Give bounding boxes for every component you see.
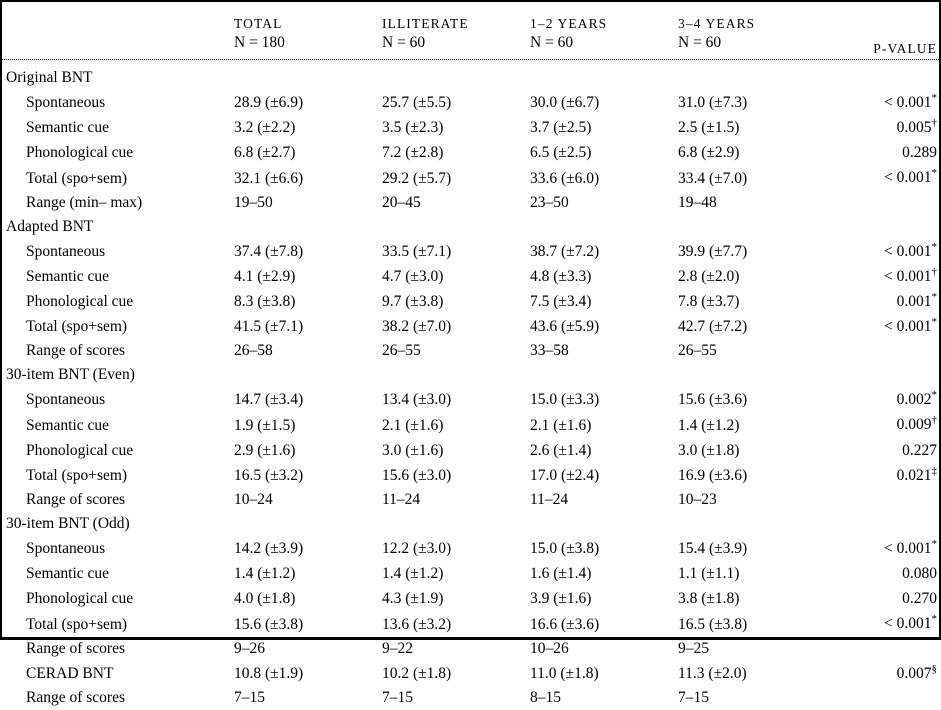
cell-y34: 3.0 (±1.8) — [678, 441, 740, 459]
cell-total: 6.8 (±2.7) — [234, 144, 296, 162]
table-row — [2, 536, 941, 561]
cell-y12: 3.9 (±1.6) — [530, 590, 592, 608]
row-label: Total (spo+sem) — [26, 466, 128, 484]
cell-illiterate — [382, 512, 530, 536]
cell-total: 41.5 (±7.1) — [234, 318, 304, 336]
row-label: Phonological cue — [26, 590, 134, 608]
cell-p-value — [826, 438, 941, 463]
cell-y34: 9–25 — [678, 639, 709, 657]
cell-illiterate: 11–24 — [382, 490, 421, 508]
row-label: Range of scores — [26, 688, 125, 706]
cell-y34: 16.9 (±3.6) — [678, 466, 748, 484]
cell-y12: 30.0 (±6.7) — [530, 94, 600, 112]
cell-y34: 42.7 (±7.2) — [678, 318, 748, 336]
table-row — [2, 586, 941, 611]
row-label: Spontaneous — [26, 94, 106, 112]
cell-y12: 7.5 (±3.4) — [530, 293, 592, 311]
cell-y12: 3.7 (±2.5) — [530, 119, 592, 137]
cell-total: 10–24 — [234, 490, 273, 508]
row-label: 30-item BNT (Even) — [6, 366, 135, 384]
row-label: Semantic cue — [26, 119, 110, 137]
cell-y34: 19–48 — [678, 193, 717, 211]
cell-illiterate: 38.2 (±7.0) — [382, 318, 452, 336]
p-value-footnote-marker: * — [931, 240, 937, 253]
table-row — [2, 239, 941, 264]
cell-total: 3.2 (±2.2) — [234, 119, 296, 137]
p-value-text: < 0.001 — [884, 615, 932, 633]
p-value-text: < 0.001 — [884, 169, 932, 187]
p-value-text: < 0.001 — [884, 267, 932, 285]
p-value-footnote-marker: † — [931, 265, 937, 278]
cell-total: 4.0 (±1.8) — [234, 590, 296, 608]
cell-y12: 43.6 (±5.9) — [530, 318, 600, 336]
cell-y12: 2.6 (±1.4) — [530, 441, 592, 459]
cell-y12: 6.5 (±2.5) — [530, 144, 592, 162]
cell-y12: 8–15 — [530, 688, 561, 706]
p-value-text: 0.289 — [902, 144, 937, 162]
row-label: Original BNT — [6, 69, 93, 86]
table-row — [2, 463, 941, 488]
table-row — [2, 686, 941, 710]
cell-illiterate: 13.4 (±3.0) — [382, 391, 452, 409]
cell-p-value — [826, 561, 941, 586]
cell-p-value — [826, 66, 941, 90]
cell-p-value — [826, 463, 941, 488]
cell-illiterate: 1.4 (±1.2) — [382, 565, 444, 583]
cell-y34: 7–15 — [678, 688, 709, 706]
cell-y12: 11.0 (±1.8) — [530, 664, 599, 682]
cell-illiterate: 25.7 (±5.5) — [382, 94, 452, 112]
row-label: Total (spo+sem) — [26, 169, 128, 187]
column-subheader-1-2-years-n: N = 60 — [530, 34, 574, 51]
cell-p-value — [826, 512, 941, 536]
cell-y34: 15.6 (±3.6) — [678, 391, 748, 409]
cell-p-value — [826, 115, 941, 140]
p-value-footnote-marker: * — [931, 290, 937, 303]
table-body — [2, 59, 941, 710]
cell-p-value — [826, 90, 941, 115]
cell-p-value — [826, 637, 941, 661]
row-label: Spontaneous — [26, 391, 106, 409]
bottom-rule — [2, 637, 939, 638]
cell-illiterate — [382, 363, 530, 387]
cell-y12: 33.6 (±6.0) — [530, 169, 600, 187]
row-label: Range of scores — [26, 490, 125, 508]
cell-y12: 15.0 (±3.3) — [530, 391, 600, 409]
cell-p-value — [826, 314, 941, 339]
table-row — [2, 412, 941, 437]
cell-y12: 2.1 (±1.6) — [530, 416, 592, 434]
cell-y34: 3.8 (±1.8) — [678, 590, 740, 608]
cell-y12 — [530, 66, 678, 90]
cell-p-value — [826, 611, 941, 636]
cell-y12: 38.7 (±7.2) — [530, 242, 600, 260]
cell-total: 7–15 — [234, 688, 265, 706]
cell-illiterate: 4.3 (±1.9) — [382, 590, 444, 608]
cell-total: 1.9 (±1.5) — [234, 416, 296, 434]
cell-total: 8.3 (±3.8) — [234, 293, 296, 311]
table-row — [2, 90, 941, 115]
cell-y34: 2.8 (±2.0) — [678, 267, 740, 285]
p-value-footnote-marker: * — [931, 613, 937, 626]
cell-y34: 11.3 (±2.0) — [678, 664, 747, 682]
table-row — [2, 561, 941, 586]
cell-y34: 15.4 (±3.9) — [678, 540, 748, 558]
table-row — [2, 387, 941, 412]
cell-illiterate: 9–22 — [382, 639, 413, 657]
cell-y34 — [678, 363, 826, 387]
column-header-1-2-years: 1–2 YEARS — [530, 16, 608, 31]
table-row — [2, 191, 941, 215]
cell-p-value — [826, 412, 941, 437]
cell-total: 10.8 (±1.9) — [234, 664, 304, 682]
cell-y34 — [678, 512, 826, 536]
cell-y12: 33–58 — [530, 342, 569, 360]
cell-illiterate: 2.1 (±1.6) — [382, 416, 444, 434]
p-value-footnote-marker: * — [931, 167, 937, 180]
cell-y34 — [678, 66, 826, 90]
table-row — [2, 339, 941, 363]
cell-y12: 15.0 (±3.8) — [530, 540, 600, 558]
column-header-total: TOTAL — [234, 16, 283, 31]
cell-total — [234, 512, 382, 536]
cell-y34: 6.8 (±2.9) — [678, 144, 740, 162]
table-row — [2, 512, 941, 536]
p-value-text: 0.002 — [896, 391, 932, 409]
cell-illiterate: 13.6 (±3.2) — [382, 615, 452, 633]
header-row-title — [2, 2, 941, 34]
p-value-text: 0.080 — [902, 565, 937, 583]
cell-total: 28.9 (±6.9) — [234, 94, 304, 112]
cell-illiterate: 10.2 (±1.8) — [382, 664, 452, 682]
row-label: Total (spo+sem) — [26, 318, 128, 336]
cell-y12: 4.8 (±3.3) — [530, 267, 592, 285]
cell-y34: 26–55 — [678, 342, 717, 360]
cell-total: 14.7 (±3.4) — [234, 391, 304, 409]
table-row — [2, 165, 941, 190]
cell-total: 32.1 (±6.6) — [234, 169, 304, 187]
column-subheader-blank — [2, 34, 234, 59]
p-value-text: < 0.001 — [884, 242, 932, 260]
cell-p-value — [826, 191, 941, 215]
cell-illiterate: 9.7 (±3.8) — [382, 293, 444, 311]
cell-p-value — [826, 165, 941, 190]
p-value-footnote-marker: ‡ — [931, 464, 937, 477]
cell-illiterate: 4.7 (±3.0) — [382, 267, 444, 285]
p-value-text: 0.007 — [896, 664, 932, 682]
row-label: Semantic cue — [26, 267, 110, 285]
cell-y12: 10–26 — [530, 639, 569, 657]
cell-p-value — [826, 363, 941, 387]
cell-y12 — [530, 215, 678, 239]
cell-total — [234, 215, 382, 239]
cell-total: 14.2 (±3.9) — [234, 540, 304, 558]
p-value-text: < 0.001 — [884, 94, 932, 112]
row-label: 30-item BNT (Odd) — [6, 514, 130, 532]
cell-p-value — [826, 387, 941, 412]
cell-y12: 11–24 — [530, 490, 569, 508]
table-row — [2, 66, 941, 90]
row-label: Phonological cue — [26, 441, 134, 459]
cell-p-value — [826, 339, 941, 363]
cell-y34: 33.4 (±7.0) — [678, 169, 748, 187]
cell-total: 19–50 — [234, 193, 273, 211]
table-head — [2, 2, 941, 59]
row-label: Semantic cue — [26, 565, 110, 583]
cell-y12: 1.6 (±1.4) — [530, 565, 592, 583]
table-row — [2, 438, 941, 463]
p-value-footnote-marker: † — [931, 117, 937, 130]
cell-y12: 17.0 (±2.4) — [530, 466, 600, 484]
cell-p-value — [826, 289, 941, 314]
row-label: Range of scores — [26, 639, 125, 657]
p-value-footnote-marker: * — [931, 537, 937, 550]
cell-illiterate: 20–45 — [382, 193, 421, 211]
header-row-subtitle — [2, 34, 941, 59]
cell-illiterate: 12.2 (±3.0) — [382, 540, 452, 558]
cell-illiterate: 33.5 (±7.1) — [382, 242, 452, 260]
cell-total — [234, 363, 382, 387]
cell-total: 9–26 — [234, 639, 265, 657]
table-row — [2, 264, 941, 289]
row-label: CERAD BNT — [26, 664, 114, 682]
cell-illiterate: 26–55 — [382, 342, 421, 360]
cell-y34: 16.5 (±3.8) — [678, 615, 748, 633]
cell-illiterate: 3.0 (±1.6) — [382, 441, 444, 459]
cell-illiterate — [382, 215, 530, 239]
row-label: Phonological cue — [26, 144, 134, 162]
p-value-footnote-marker: † — [931, 414, 937, 427]
cell-y34 — [678, 215, 826, 239]
cell-illiterate: 15.6 (±3.0) — [382, 466, 452, 484]
column-header-p-value: P-VALUE — [873, 41, 937, 56]
p-value-text: < 0.001 — [884, 540, 932, 558]
p-value-footnote-marker: * — [931, 316, 937, 329]
cell-y34: 7.8 (±3.7) — [678, 293, 740, 311]
cell-illiterate: 29.2 (±5.7) — [382, 169, 452, 187]
table-row — [2, 140, 941, 165]
cell-p-value — [826, 661, 941, 686]
cell-y34: 31.0 (±7.3) — [678, 94, 748, 112]
cell-total: 1.4 (±1.2) — [234, 565, 296, 583]
cell-illiterate — [382, 66, 530, 90]
p-value-text: 0.270 — [902, 590, 937, 608]
cell-total: 15.6 (±3.8) — [234, 615, 304, 633]
row-label: Adapted BNT — [6, 217, 94, 235]
cell-y34: 10–23 — [678, 490, 717, 508]
cell-p-value — [826, 264, 941, 289]
cell-p-value — [826, 686, 941, 710]
row-label: Semantic cue — [26, 416, 110, 434]
cell-illiterate: 7–15 — [382, 688, 413, 706]
cell-p-value — [826, 536, 941, 561]
cell-total: 37.4 (±7.8) — [234, 242, 304, 260]
cell-p-value — [826, 140, 941, 165]
cell-total: 16.5 (±3.2) — [234, 466, 304, 484]
p-value-footnote-marker: * — [931, 389, 937, 402]
cell-total — [234, 66, 382, 90]
cell-y12: 16.6 (±3.6) — [530, 615, 600, 633]
cell-p-value — [826, 586, 941, 611]
p-value-text: < 0.001 — [884, 318, 932, 336]
cell-illiterate: 7.2 (±2.8) — [382, 144, 444, 162]
row-label: Total (spo+sem) — [26, 615, 128, 633]
cell-total: 2.9 (±1.6) — [234, 441, 296, 459]
column-subheader-3-4-years-n: N = 60 — [678, 34, 722, 51]
table-row — [2, 661, 941, 686]
column-subheader-total-n: N = 180 — [234, 34, 285, 51]
table-row — [2, 115, 941, 140]
table-row — [2, 637, 941, 661]
cell-illiterate: 3.5 (±2.3) — [382, 119, 444, 137]
p-value-text: 0.009 — [896, 416, 932, 434]
row-label: Spontaneous — [26, 242, 106, 260]
column-header-3-4-years: 3–4 YEARS — [678, 16, 756, 31]
cell-y34: 1.1 (±1.1) — [678, 565, 740, 583]
column-header-illiterate: ILLITERATE — [382, 16, 469, 31]
p-value-text: 0.227 — [902, 441, 937, 459]
results-table — [2, 2, 941, 710]
cell-p-value — [826, 239, 941, 264]
cell-y34: 2.5 (±1.5) — [678, 119, 740, 137]
cell-p-value — [826, 215, 941, 239]
cell-y12 — [530, 363, 678, 387]
row-label: Range of scores — [26, 342, 125, 360]
table-row — [2, 611, 941, 636]
table-row — [2, 215, 941, 239]
p-value-text: 0.021 — [896, 466, 932, 484]
p-value-text: 0.001 — [896, 293, 932, 311]
table-row — [2, 488, 941, 512]
column-header-blank — [2, 2, 234, 34]
cell-total: 26–58 — [234, 342, 273, 360]
column-subheader-illiterate-n: N = 60 — [382, 34, 426, 51]
cell-p-value — [826, 488, 941, 512]
cell-y34: 39.9 (±7.7) — [678, 242, 748, 260]
cell-y12 — [530, 512, 678, 536]
p-value-text: 0.005 — [896, 119, 932, 137]
table-row — [2, 363, 941, 387]
cell-y12: 23–50 — [530, 193, 569, 211]
p-value-footnote-marker: * — [931, 92, 937, 104]
row-label: Spontaneous — [26, 540, 106, 558]
row-label: Range (min– max) — [26, 193, 143, 211]
cell-y34: 1.4 (±1.2) — [678, 416, 740, 434]
table-row — [2, 289, 941, 314]
table-row — [2, 314, 941, 339]
row-label: Phonological cue — [26, 293, 134, 311]
cell-total: 4.1 (±2.9) — [234, 267, 296, 285]
p-value-footnote-marker: § — [931, 662, 937, 675]
